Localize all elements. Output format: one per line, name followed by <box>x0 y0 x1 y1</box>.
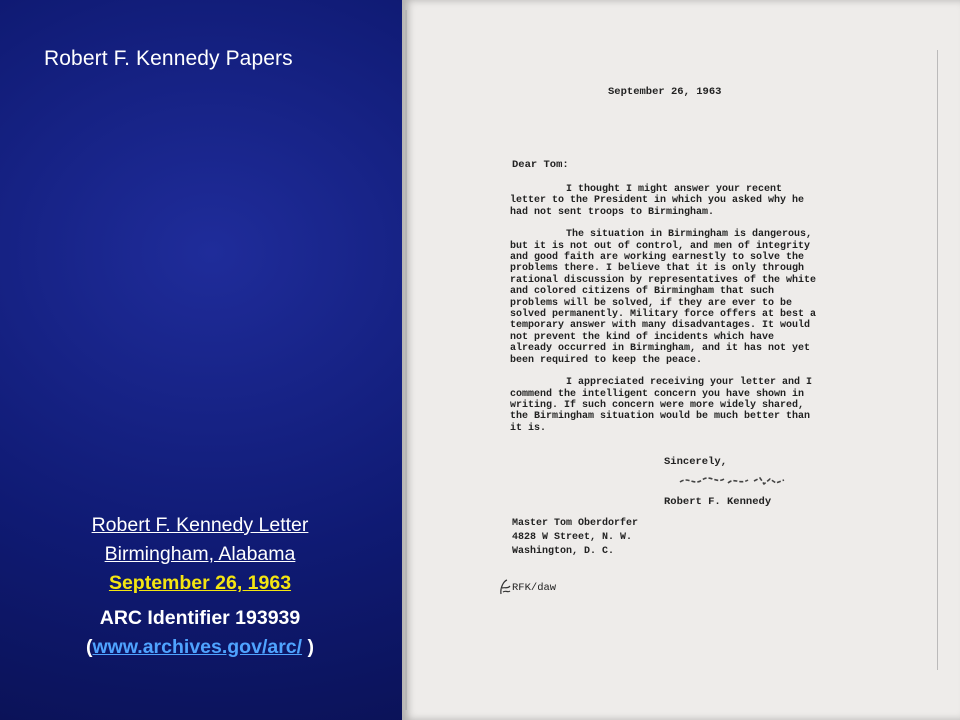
url-open-paren: ( <box>86 636 93 658</box>
arc-url-line <box>0 633 400 662</box>
letter-body <box>510 184 818 445</box>
typist-initials <box>498 578 556 596</box>
letter-signer: Robert F. Kennedy <box>664 496 772 508</box>
letter-date: September 26, 1963 <box>608 86 722 98</box>
location-link[interactable]: Birmingham, Alabama <box>104 543 296 565</box>
caption-block <box>0 511 400 662</box>
date-link[interactable]: September 26, 1963 <box>108 572 292 594</box>
letter-closing: Sincerely, <box>664 456 728 468</box>
address-line: 4828 W Street, N. W. <box>512 532 633 543</box>
url-close-paren: ) <box>302 636 314 658</box>
page-edge-left <box>405 10 407 710</box>
handwritten-mark-icon <box>498 578 512 596</box>
letter-scan <box>402 0 960 720</box>
arc-identifier: ARC Identifier 193939 <box>99 607 301 629</box>
page-edge-right <box>937 50 938 670</box>
letter-paragraph: The situation in Birmingham is dangerous, but it is not out of control, and men of integrity and good faith are working earnestly to solve the problems there. I believe that it is only through rational discussion by representatives of the white and colored citizens of Birmingham that such problems will be solved, if they are ever to be solved permanently. Military force offers at best a temporary answer with many disadvantages. It would not prevent the kind of incidents which have already occurred in Birmingham, and it has not yet been required to keep the peace. <box>510 229 817 366</box>
address-line: Washington, D. C. <box>512 546 615 557</box>
letter-paragraph: I thought I might answer your recent letter to the President in which you asked why he had not sent troops to Birmingham. <box>510 184 805 218</box>
archives-url-link[interactable]: www.archives.gov/arc/ <box>92 636 303 658</box>
address-line: Master Tom Oberdorfer <box>512 518 639 529</box>
recipient-address <box>512 517 638 559</box>
handwritten-signature <box>678 474 788 488</box>
slide-title: Robert F. Kennedy Papers <box>44 47 293 70</box>
initials-text: RFK/daw <box>512 581 557 594</box>
letter-salutation: Dear Tom: <box>512 159 569 171</box>
letter-title-link[interactable]: Robert F. Kennedy Letter <box>91 514 309 536</box>
letter-paragraph: I appreciated receiving your letter and I commend the intelligent concern you have shown in writing. If such concern were more widely shared, the Birmingham situation would be much better than it is. <box>510 377 813 434</box>
